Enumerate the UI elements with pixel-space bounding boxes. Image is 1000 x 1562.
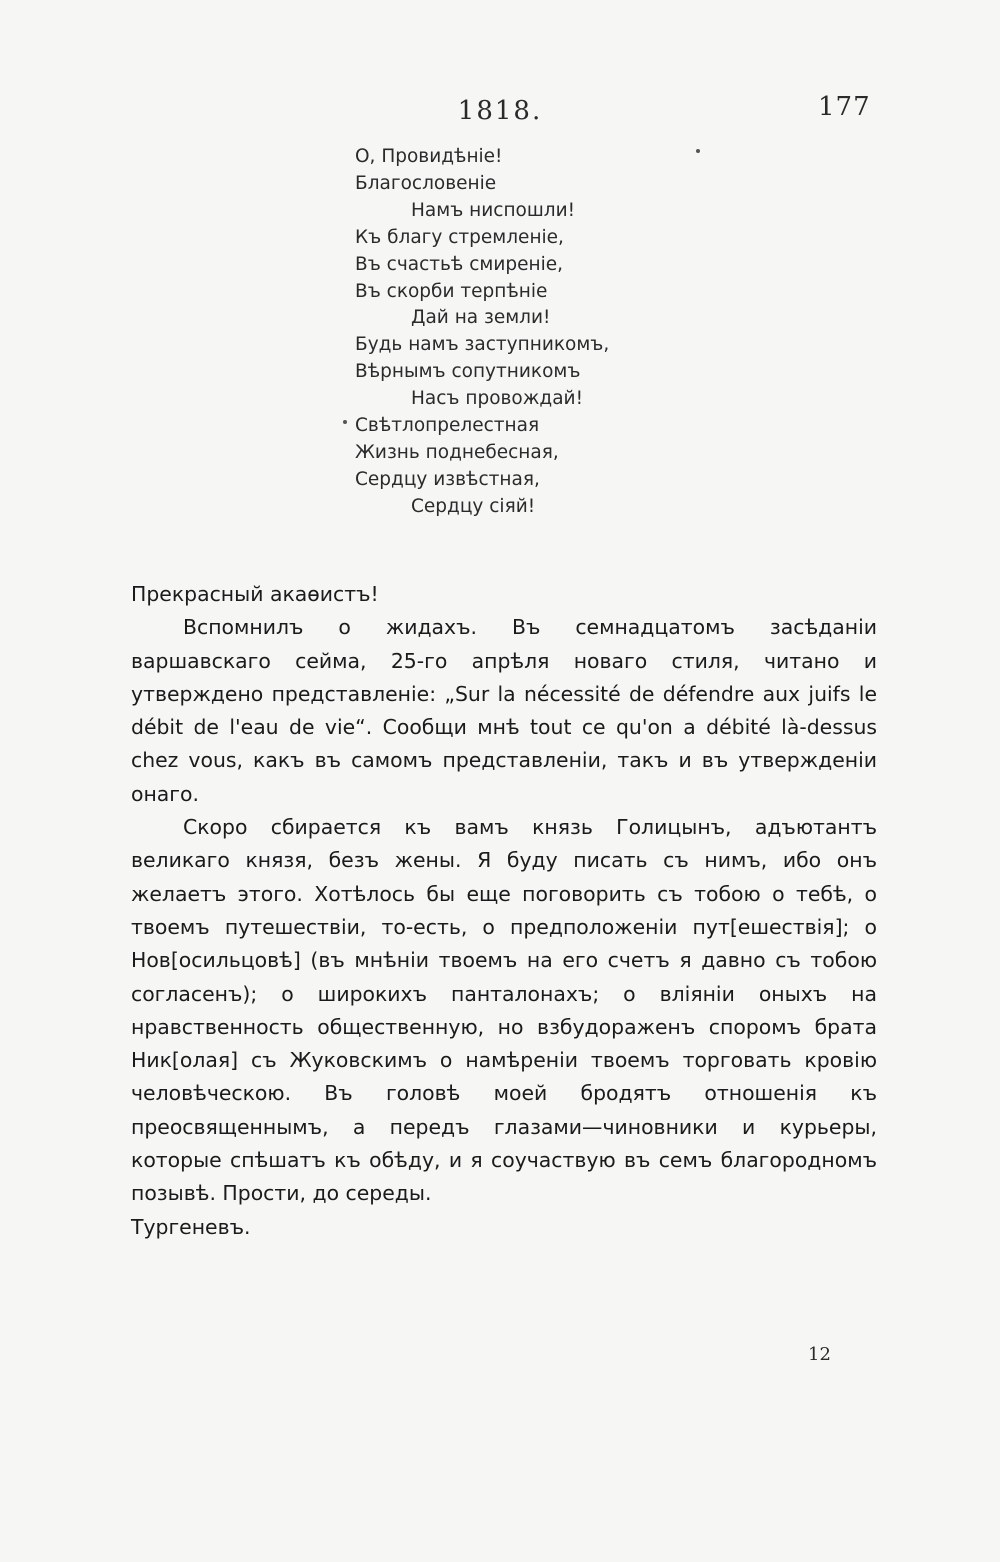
poem	[355, 144, 675, 521]
signature-mark: 12	[808, 1344, 831, 1365]
poem-line: Жизнь поднебесная,	[355, 441, 559, 463]
page-number: 177	[818, 92, 871, 122]
poem-line: Благословеніе	[355, 172, 497, 194]
stray-mark	[343, 420, 347, 424]
letter-body	[131, 578, 877, 1244]
poem-line: Въ скорби терпѣніе	[355, 280, 548, 302]
poem-line: Вѣрнымъ сопутникомъ	[355, 361, 581, 383]
poem-line: Намъ ниспошли!	[411, 199, 576, 221]
poem-line: Сердцу сіяй!	[411, 495, 536, 517]
poem-line: Свѣтлопрелестная	[355, 415, 540, 437]
paragraph: Скоро сбирается къ вамъ князь Голицынъ, адъютантъ великаго князя, безъ жены. Я буду писать съ нимъ, ибо онъ желаетъ этого. Хотѣлось бы еще поговорить съ тобою о тебѣ, о твоемъ путешествіи, то-есть, о предположеніи пут[ешествія]; о Нов[осильцовѣ] (въ мнѣніи твоемъ на его счетъ я давно съ тобою согласенъ); о широкихъ панталонахъ; о вліяніи оныхъ на нравственность общественную, но взбудораженъ споромъ брата Ник[олая] съ Жуковскимъ о намѣреніи твоемъ торговать кровію человѣческою. Въ головѣ моей бродятъ отношенія къ преосвященнымъ, а передъ глазами—чиновники и курьеры, которые спѣшатъ къ обѣду, и я соучаствую въ семъ благородномъ позывѣ. Прости, до середы.	[131, 815, 877, 1206]
poem-line: Къ благу стремленіе,	[355, 226, 564, 248]
opening-line: Прекрасный акаѳистъ!	[131, 582, 379, 606]
paragraph: Вспомнилъ о жидахъ. Въ семнадцатомъ засѣданіи варшавскаго сейма, 25-го апрѣля новаго стиля, читано и утверждено представленіе: „Sur la nécessité de défendre aux juifs le débit de l'eau de vie“. Сообщи мнѣ tout ce qu'on a débité là-dessus chez vous, какъ въ самомъ представленіи, такъ и въ утвержденіи онаго.	[131, 615, 877, 806]
poem-line: О, Провидѣніе!	[355, 146, 503, 167]
running-header-year: 1818.	[457, 96, 543, 126]
poem-line: Сердцу извѣстная,	[355, 468, 540, 490]
poem-line: Насъ провождай!	[411, 388, 583, 410]
poem-line: Въ счастьѣ смиреніе,	[355, 253, 564, 275]
signature: Тургеневъ.	[131, 1214, 251, 1239]
stray-mark	[696, 149, 700, 153]
poem-line: Будь намъ заступникомъ,	[355, 334, 610, 356]
poem-line: Дай на земли!	[411, 307, 551, 329]
